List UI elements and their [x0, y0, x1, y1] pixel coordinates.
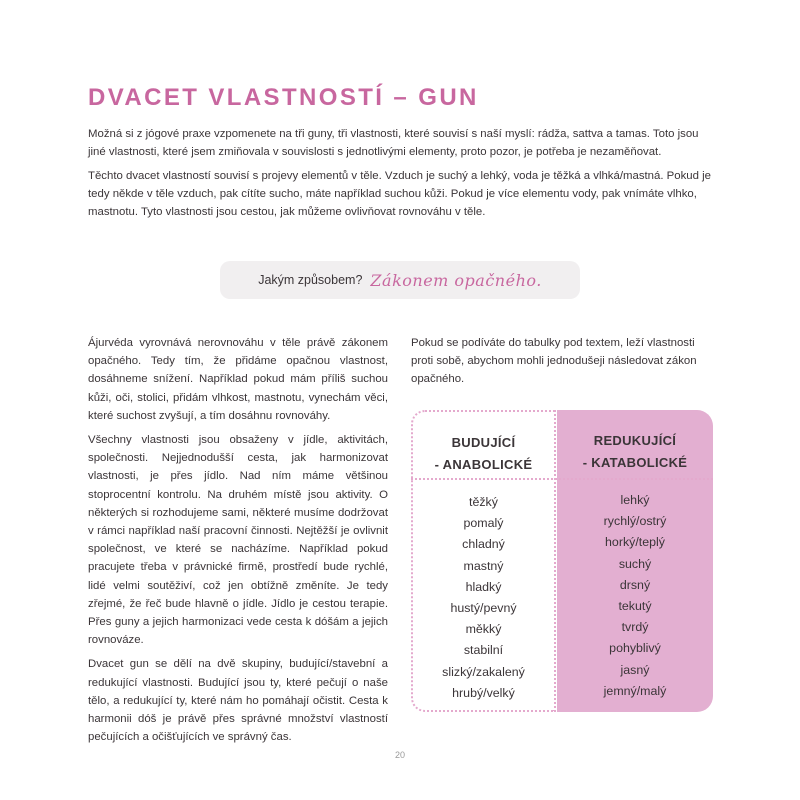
table-cell: horký/teplý: [605, 535, 665, 550]
table-cell: pohyblivý: [609, 641, 661, 656]
anabolic-header: [413, 432, 554, 476]
table-cell: jasný: [620, 662, 650, 677]
table-cell: hrubý/velký: [452, 685, 515, 700]
catabolic-column: [557, 410, 713, 712]
header-line: REDUKUJÍCÍ: [593, 433, 677, 448]
right-column-text: [411, 334, 713, 389]
callout-question: Jakým způsobem?: [258, 273, 363, 287]
intro-paragraph: Těchto dvacet vlastností souvisí s projevy elementů v těle. Vzduch je suchý a lehký, voda je těžká a vlhká/mastná. Pokud je tedy někde v těle vzduch, pak cítíte sucho, máte například suchou kůži. Pokud je více elementu vody, pak vnímáte vlhko, mastnotu. Tyto vlastnosti jsou cestou, jak můžeme ovlivňovat rovnováhu v těle.: [88, 170, 712, 218]
table-cell: rychlý/ostrý: [603, 514, 667, 529]
table-cell: těžký: [469, 495, 498, 509]
header-line: - ANABOLICKÉ: [434, 457, 533, 472]
table-cell: tekutý: [618, 599, 652, 614]
body-paragraph: Ájurvéda vyrovnává nerovnováhu v těle právě zákonem opačného. Tedy tím, že přidáme opačnou vlastnost, dosáhneme snížení. Například pokud mám příliš suchou kůži, oči, stolici, přidám vlhkost, mastnotu, vynechám věci, které suchost zvyšují, a tím dosáhnu rovnováhy.: [88, 337, 388, 422]
callout-box: [220, 261, 580, 299]
table-cell: hladký: [465, 579, 502, 594]
table-cell: jemný/malý: [603, 683, 667, 698]
table-cell: měkký: [465, 622, 502, 637]
table-cell: mastný: [463, 558, 504, 573]
body-paragraph: Pokud se podíváte do tabulky pod textem, leží vlastnosti proti sobě, abychom mohli jednodušeji následovat zákon opačného.: [411, 337, 697, 386]
table-cell: stabilní: [463, 643, 504, 658]
page-title: DVACET VLASTNOSTÍ – GUN: [88, 84, 479, 111]
header-divider: [411, 478, 713, 480]
catabolic-header: [557, 430, 713, 474]
intro-paragraph: Možná si z jógové praxe vzpomenete na tři guny, tři vlastnosti, které souvisí s naší myslí: rádža, sattva a tamas. Toto jsou jiné vlastnosti, které jsem zmiňovala v souvislosti s jednotlivými elementy, proto pozor, je potřeba je nezaměňovat.: [88, 128, 699, 158]
callout-answer: Zákonem opačného.: [370, 270, 542, 290]
left-column-text: [88, 334, 388, 752]
catabolic-rows: [557, 490, 713, 702]
header-line: BUDUJÍCÍ: [451, 435, 516, 450]
header-line: - KATABOLICKÉ: [582, 455, 688, 470]
body-paragraph: Dvacet gun se dělí na dvě skupiny, budující/stavební a redukující vlastnosti. Budující jsou ty, které pečují o naše tělo, a redukující ty, které nám ho pomáhají očistit. Cesta k harmonii dóš je právě přes správné množství vlastností pečujících a očišťujících ve správný čas.: [88, 658, 388, 744]
intro-text: [88, 125, 713, 227]
table-cell: suchý: [618, 556, 652, 571]
table-cell: chladný: [462, 537, 505, 552]
table-cell: tvrdý: [621, 620, 649, 635]
table-cell: pomalý: [463, 516, 504, 531]
table-cell: slizký/zakalený: [442, 664, 525, 679]
body-paragraph: Všechny vlastnosti jsou obsaženy v jídle, aktivitách, společnosti. Nejjednodušší cesta, jak harmonizovat vlastnosti, je přes jídlo. Nad ním máme většinou stoprocentní kontrolu. Na druhém místě jsou aktivity. O některých si rozhodujeme sami, některé musíme dodržovat v rámci například naší pracovní činnosti. Nejtěžší je ovlivnit společnost, ve které se nacházíme. Například pokud pracujete třeba v právnické firmě, prostředí bude rychlé, lidé velmi soutěživí, což jen obtížně změníte. Je tedy zřejmé, že řeč bude hlavně o jídle. Jídlo je cestou terapie. Přes guny a jejich harmonizaci vede cesta k dóšám a jejich rovnováze.: [88, 434, 388, 647]
table-cell: hustý/pevný: [450, 601, 517, 616]
page-number: 20: [394, 750, 405, 760]
table-cell: drsný: [619, 577, 651, 592]
anabolic-column: [411, 410, 556, 712]
table-cell: lehký: [620, 493, 650, 507]
anabolic-rows: [413, 492, 554, 704]
gunas-table: [411, 410, 713, 712]
